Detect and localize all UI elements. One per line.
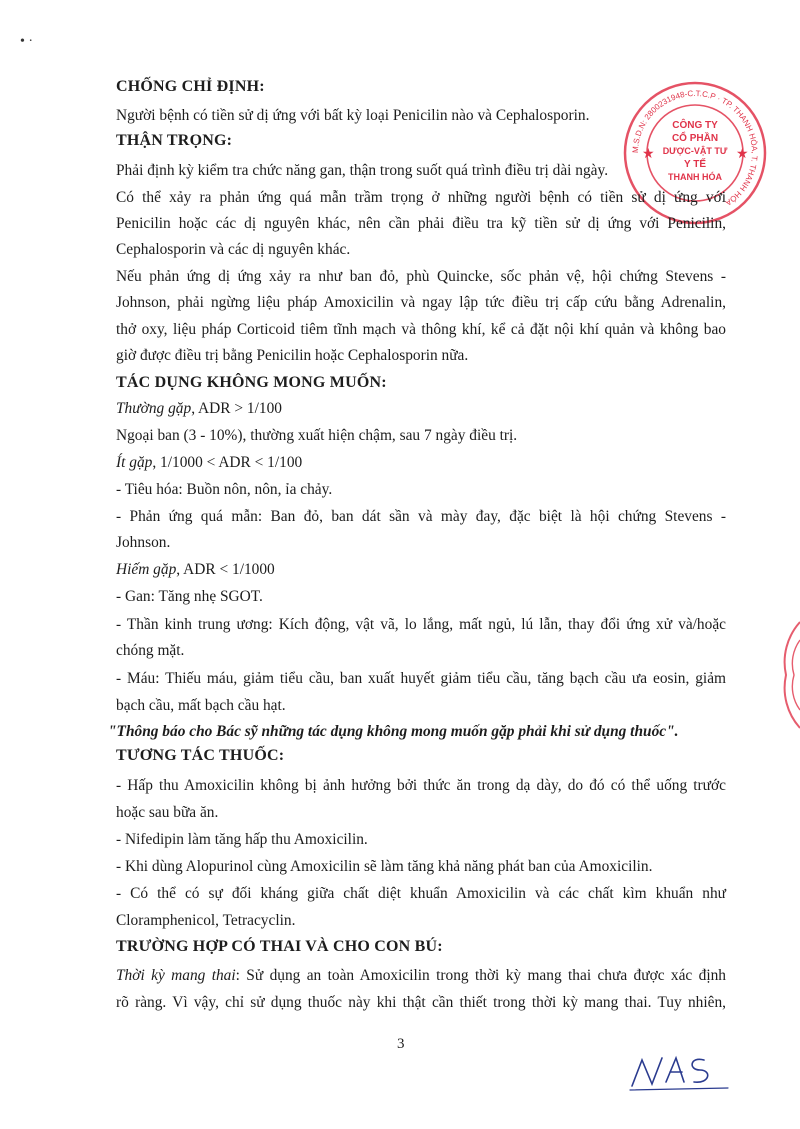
text-line: giờ được điều trị bằng Penicilin hoặc Cephalosporin nữa. [116, 347, 469, 364]
text-line: - Hấp thu Amoxicilin không bị ảnh hưởng bởi thức ăn trong dạ dày, do đó có thể uống trước [116, 777, 726, 794]
text-line: - Thần kinh trung ương: Kích động, vật vã, lo lắng, mất ngủ, lú lẫn, thay đổi ứng xử và/hoặc [116, 616, 726, 633]
stamp-ring-text: M.S.D.N: 2800231948-C.T.C.P · TP. THANH HÓA, T. THANH HÓA [630, 88, 760, 208]
text-line: Người bệnh có tiền sử dị ứng với bất kỳ loại Penicilin nào và Cephalosporin. [116, 107, 590, 124]
frequency-label: Thường gặp [116, 400, 192, 417]
text-line: hoặc sau bữa ăn. [116, 804, 219, 821]
text-line: Phải định kỳ kiểm tra chức năng gan, thận trong suốt quá trình điều trị dài ngày. [116, 162, 609, 179]
heading-contraindications: CHỐNG CHỈ ĐỊNH: [116, 78, 265, 95]
svg-text:★: ★ [736, 147, 749, 162]
heading-precautions: THẬN TRỌNG: [116, 132, 233, 149]
text-line: chóng mặt. [116, 642, 185, 659]
header-mark: • · [20, 34, 34, 49]
stamp-line: CỔ PHẦN [671, 133, 719, 144]
frequency-common [116, 399, 726, 419]
text-line: - Khi dùng Alopurinol cùng Amoxicilin sẽ làm tăng khả năng phát ban của Amoxicilin. [116, 858, 653, 875]
text-line: Johnson. [116, 534, 171, 551]
text-line: Nếu phản ứng dị ứng xảy ra như ban đỏ, phù Quincke, sốc phản vệ, hội chứng Stevens - [116, 268, 726, 285]
frequency-rate: , ADR > 1/100 [191, 400, 282, 417]
frequency-uncommon [116, 453, 726, 473]
frequency-rate: , ADR < 1/1000 [176, 561, 275, 578]
pregnancy-first-line [116, 966, 726, 986]
stamp-line: Y TẾ [683, 159, 707, 170]
text-line: Có thể xảy ra phản ứng quá mẫn trầm trọng ở những người bệnh có tiền sử dị ứng với [116, 189, 726, 206]
heading-interactions: TƯƠNG TÁC THUỐC: [116, 747, 285, 764]
pregnancy-label: Thời kỳ mang thai [116, 967, 236, 984]
text-line: - Có thể có sự đối kháng giữa chất diệt khuẩn Amoxicilin và các chất kìm khuẩn như [116, 885, 726, 902]
edge-stamp-fragment [778, 620, 800, 730]
frequency-label: Hiếm gặp [116, 561, 177, 578]
heading-adverse-effects: TÁC DỤNG KHÔNG MONG MUỐN: [116, 374, 387, 391]
doctor-notice: "Thông báo cho Bác sỹ những tác dụng không mong muốn gặp phải khi sử dụng thuốc". [108, 723, 679, 740]
text-line: rõ ràng. Vì vậy, chỉ sử dụng thuốc này khi thật cần thiết trong thời kỳ mang thai. Tuy nhiên, [116, 994, 726, 1011]
text-line: Ngoại ban (3 - 10%), thường xuất hiện chậm, sau 7 ngày điều trị. [116, 427, 518, 444]
stamp-line: THANH HÓA [668, 172, 722, 182]
svg-text:★: ★ [642, 147, 655, 162]
signature [628, 1052, 734, 1092]
text-line: Cephalosporin và các dị nguyên khác. [116, 241, 351, 258]
frequency-label: Ít gặp [116, 454, 153, 471]
text-line: - Phản ứng quá mẫn: Ban đỏ, ban dát sần và mày đay, đặc biệt là hội chứng Stevens - [116, 508, 726, 525]
text-line: - Tiêu hóa: Buồn nôn, nôn, ỉa chảy. [116, 481, 333, 498]
text-line: Penicilin hoặc các dị nguyên khác, nên cần phải điều tra kỹ tiền sử dị ứng với Penicilin, [116, 215, 726, 232]
frequency-rate: , 1/1000 < ADR < 1/100 [152, 454, 303, 471]
stamp-line: DƯỢC-VẬT TƯ [662, 146, 728, 156]
text-line: bạch cầu, mất bạch cầu hạt. [116, 697, 286, 714]
text-line: - Nifedipin làm tăng hấp thu Amoxicilin. [116, 831, 368, 848]
text-line: - Máu: Thiếu máu, giảm tiểu cầu, ban xuất huyết giảm tiểu cầu, tăng bạch cầu ưa eosin, giảm [116, 670, 726, 687]
pregnancy-text: : Sử dụng an toàn Amoxicilin trong thời kỳ mang thai chưa được xác định [235, 967, 726, 984]
heading-pregnancy: TRƯỜNG HỢP CÓ THAI VÀ CHO CON BÚ: [116, 938, 443, 955]
text-line: thở oxy, liệu pháp Corticoid tiêm tĩnh mạch và thông khí, kể cả đặt nội khí quản và không bao [116, 321, 726, 338]
page-number: 3 [397, 1036, 405, 1052]
stamp-line: CÔNG TY [672, 120, 718, 131]
text-line: - Gan: Tăng nhẹ SGOT. [116, 588, 263, 605]
text-line: Johnson, phải ngừng liệu pháp Amoxicilin và ngay lập tức điều trị cấp cứu bằng Adrenalin, [116, 294, 726, 311]
frequency-rare [116, 560, 726, 580]
text-line: Cloramphenicol, Tetracyclin. [116, 912, 296, 929]
